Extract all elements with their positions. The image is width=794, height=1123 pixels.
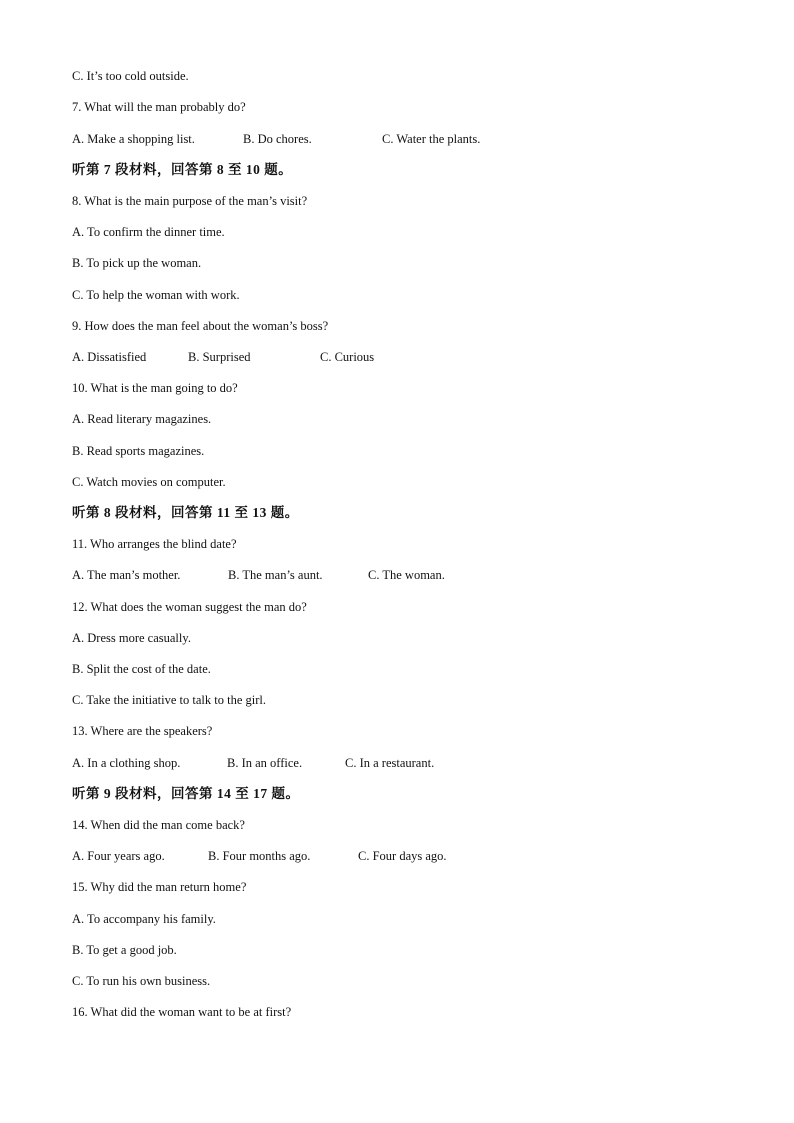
option-line: A. To confirm the dinner time. [72, 225, 225, 239]
options-row [72, 567, 722, 583]
options-row [72, 349, 722, 365]
question-line: 14. When did the man come back? [72, 818, 245, 832]
question-line: 9. How does the man feel about the woman’s boss? [72, 319, 329, 333]
options-row [72, 755, 722, 771]
question-line: 7. What will the man probably do? [72, 100, 246, 114]
option-a: A. Dissatisfied [72, 350, 147, 364]
option-b: B. Surprised [188, 350, 251, 364]
option-c: C. Curious [320, 350, 375, 364]
options-row [72, 131, 722, 147]
question-line: 13. Where are the speakers? [72, 724, 213, 738]
section-heading: 听第 8 段材料，回答第 11 至 13 题。 [72, 505, 299, 520]
options-row [72, 848, 722, 864]
option-line: C. Watch movies on computer. [72, 475, 226, 489]
question-line: 10. What is the man going to do? [72, 381, 238, 395]
option-b: B. Do chores. [243, 132, 312, 146]
option-line: C. Take the initiative to talk to the girl. [72, 693, 266, 707]
section-heading: 听第 9 段材料，回答第 14 至 17 题。 [72, 786, 300, 801]
option-line: B. To get a good job. [72, 943, 177, 957]
option-b: B. The man’s aunt. [228, 568, 323, 582]
option-c: C. In a restaurant. [345, 756, 435, 770]
option-a: A. The man’s mother. [72, 568, 181, 582]
question-line: 8. What is the main purpose of the man’s visit? [72, 194, 308, 208]
question-line: 16. What did the woman want to be at first? [72, 1005, 292, 1019]
option-line: A. To accompany his family. [72, 912, 216, 926]
question-line: 15. Why did the man return home? [72, 880, 247, 894]
option-line: A. Read literary magazines. [72, 412, 212, 426]
option-a: A. Make a shopping list. [72, 132, 195, 146]
option-c: C. Water the plants. [382, 132, 481, 146]
option-line: A. Dress more casually. [72, 631, 191, 645]
option-line: C. To run his own business. [72, 974, 211, 988]
option-b: B. In an office. [227, 756, 303, 770]
option-c: C. The woman. [368, 568, 445, 582]
option-line: B. Read sports magazines. [72, 444, 205, 458]
question-line: 11. Who arranges the blind date? [72, 537, 237, 551]
question-line: 12. What does the woman suggest the man do? [72, 600, 307, 614]
text-line: C. It’s too cold outside. [72, 69, 189, 83]
option-line: B. Split the cost of the date. [72, 662, 211, 676]
option-b: B. Four months ago. [208, 849, 311, 863]
option-line: C. To help the woman with work. [72, 288, 240, 302]
option-a: A. Four years ago. [72, 849, 165, 863]
option-line: B. To pick up the woman. [72, 256, 202, 270]
option-c: C. Four days ago. [358, 849, 447, 863]
option-a: A. In a clothing shop. [72, 756, 181, 770]
section-heading: 听第 7 段材料，回答第 8 至 10 题。 [72, 162, 293, 177]
